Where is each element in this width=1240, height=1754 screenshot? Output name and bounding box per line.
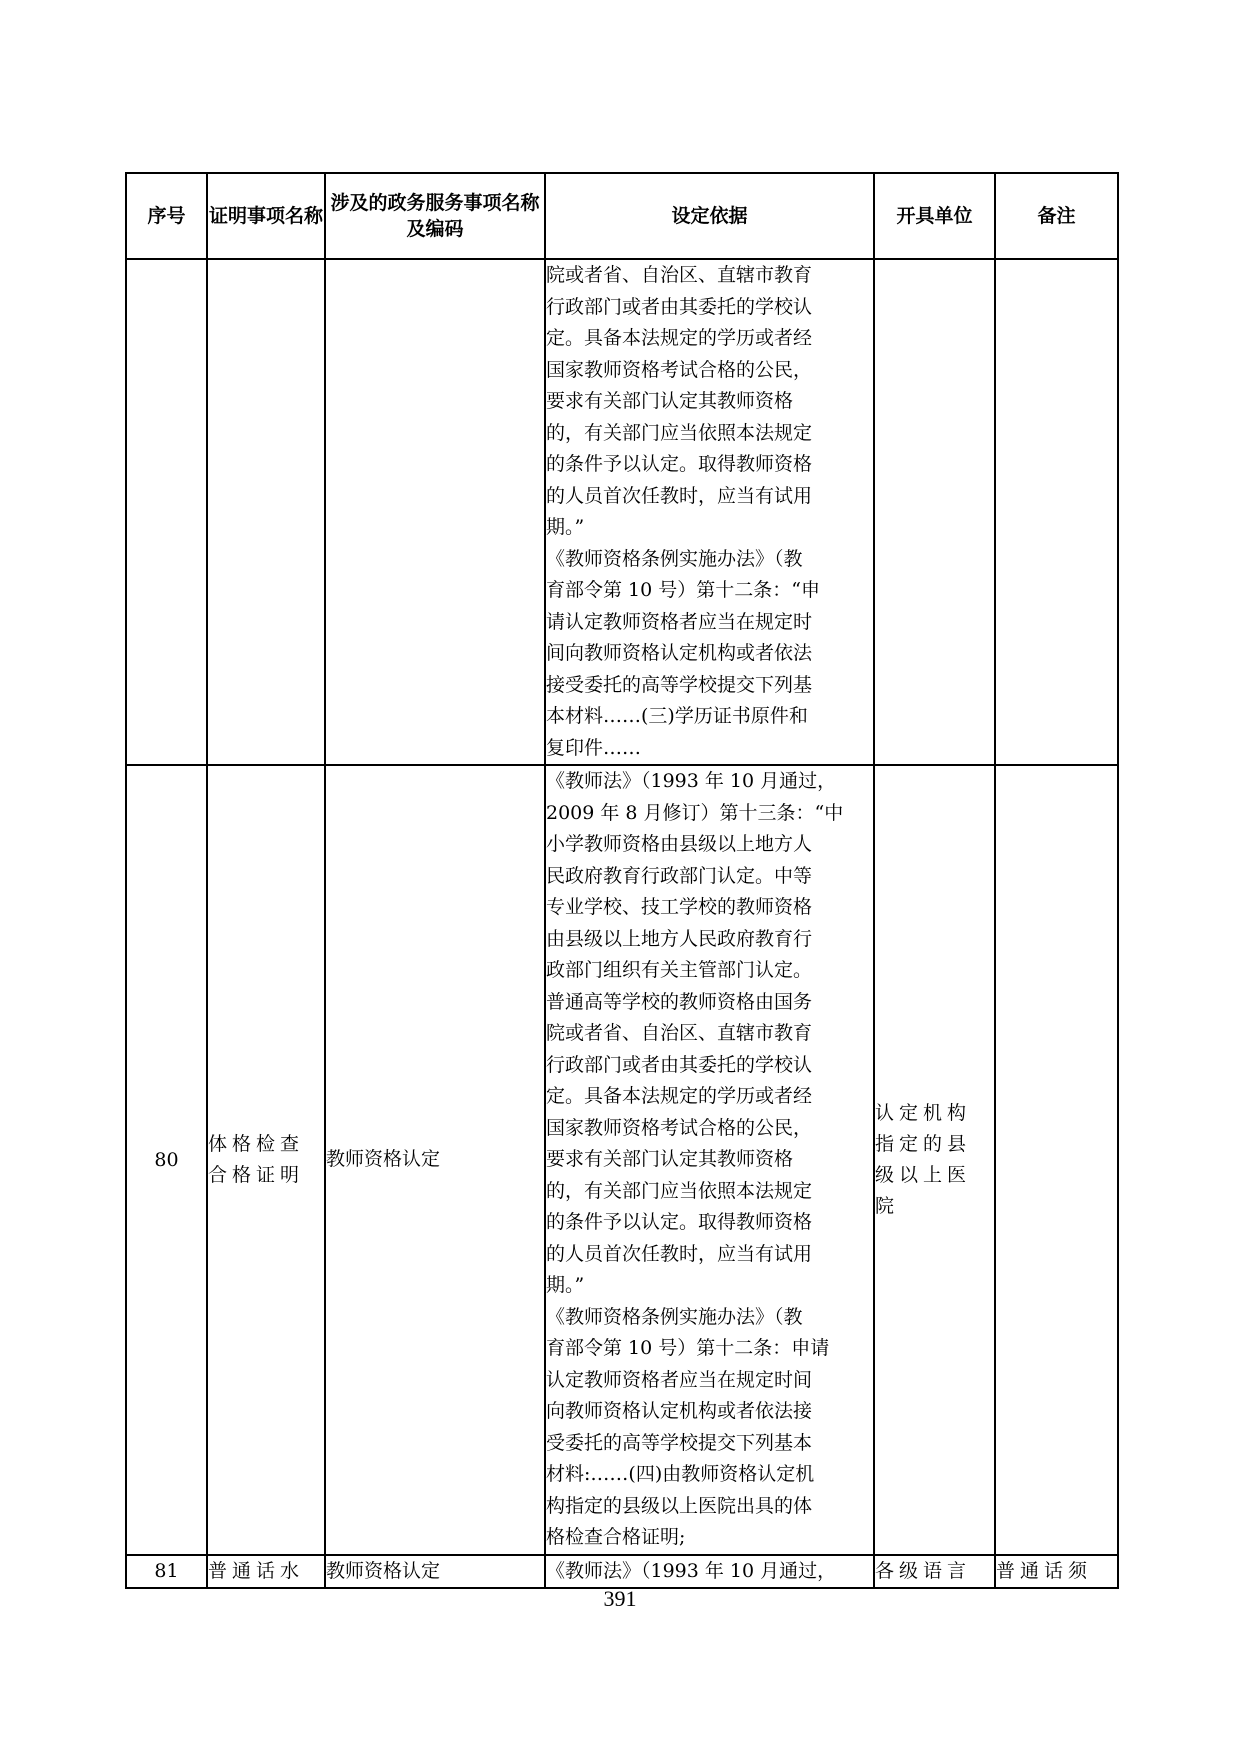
- row-item-name: 体格检查合格证明: [207, 765, 325, 1555]
- row-basis: 《教师法》（1993 年 10 月通过， 2009 年 8 月修订）第十三条：“中 小学教师资格由县级以上地方人 民政府教育行政部门认定。中等 专业学校、技工学校的教师资格 由县级以上地方人民政府教育行 政部门组织有关主管部门认定。 普通高等学校的教师资格由国务 院或者省、自治区、直辖市教育 行政部门或者由其委托的学校认 定。具备本法规定的学历或者经 国家教师资格考试合格的公民， 要求有关部门认定其教师资格 的，有关部门应当依照本法规定 的条件予以认定。取得教师资格 的人员首次任教时，应当有试用 期。” 《教师资格条例实施办法》（教 育部令第 10 号）第十二条：申请 认定教师资格者应当在规定时间 向教师资格认定机构或者依法接 受委托的高等学校提交下列基本 材料:……(四)由教师资格认定机 构指定的县级以上医院出具的体 格检查合格证明;: [545, 765, 874, 1555]
- table-row: [126, 1555, 1118, 1589]
- row-item-name: [207, 259, 325, 765]
- row-service-name: 教师资格认定: [325, 765, 545, 1555]
- row-remark: 普通话须: [995, 1555, 1118, 1589]
- row-service-name: 教师资格认定: [325, 1555, 545, 1589]
- row-item-name: 普通话水: [207, 1555, 325, 1589]
- row-basis: 院或者省、自治区、直辖市教育 行政部门或者由其委托的学校认 定。具备本法规定的学历或者经 国家教师资格考试合格的公民， 要求有关部门认定其教师资格 的，有关部门应当依照本法规定 的条件予以认定。取得教师资格 的人员首次任教时，应当有试用 期。” 《教师资格条例实施办法》（教 育部令第 10 号）第十二条：“申 请认定教师资格者应当在规定时 间向教师资格认定机构或者依法 接受委托的高等学校提交下列基 本材料……(三)学历证书原件和 复印件……: [545, 259, 874, 765]
- row-remark: [995, 259, 1118, 765]
- page-number: 391: [603, 1586, 637, 1611]
- row-issuer: 认定机构指定的县级以上医院: [874, 765, 995, 1555]
- row-basis: 《教师法》（1993 年 10 月通过，: [545, 1555, 874, 1589]
- header-row: [126, 173, 1118, 259]
- header-item-name: 证明事项名称: [207, 173, 325, 259]
- row-serial: 80: [126, 765, 207, 1555]
- row-issuer: 各级语言: [874, 1555, 995, 1589]
- header-serial: 序号: [126, 173, 207, 259]
- certificate-table: [125, 172, 1119, 1589]
- row-serial: 81: [126, 1555, 207, 1589]
- row-serial: [126, 259, 207, 765]
- table-row: [126, 765, 1118, 1555]
- table-row: [126, 259, 1118, 765]
- header-service-name: 涉及的政务服务事项名称及编码: [325, 173, 545, 259]
- header-remark: 备注: [995, 173, 1118, 259]
- row-service-name: [325, 259, 545, 765]
- header-issuer: 开具单位: [874, 173, 995, 259]
- row-issuer: [874, 259, 995, 765]
- header-basis: 设定依据: [545, 173, 874, 259]
- row-remark: [995, 765, 1118, 1555]
